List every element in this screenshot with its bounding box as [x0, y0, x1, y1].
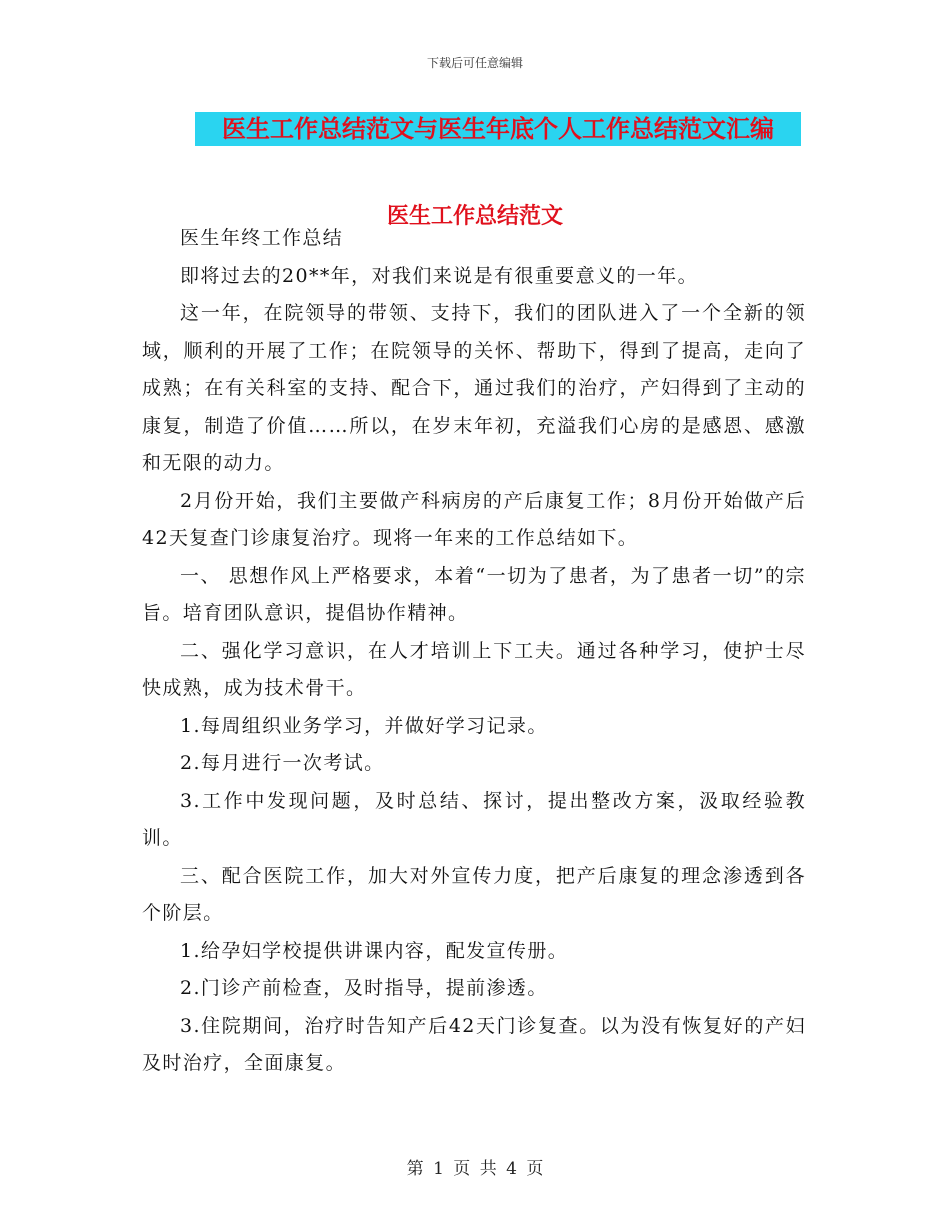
document-main-title: 医生工作总结范文与医生年底个人工作总结范文汇编 — [195, 112, 801, 146]
list-item: 1.给孕妇学校提供讲课内容，配发宣传册。 — [180, 939, 569, 962]
list-item: 3.工作中发现问题，及时总结、探讨，提出整改方案，汲取经验教训。 — [142, 789, 806, 849]
list-item: 3.住院期间，治疗时告知产后42天门诊复查。以为没有恢复好的产妇及时治疗，全面康复。 — [142, 1014, 806, 1074]
document-body — [142, 220, 806, 1083]
list-item: 2.门诊产前检查，及时指导，提前渗透。 — [180, 977, 548, 999]
paragraph: 2月份开始，我们主要做产科病房的产后康复工作；8月份开始做产后42天复查门诊康复治疗。现将一年来的工作总结如下。 — [142, 489, 806, 549]
paragraph: 这一年，在院领导的带领、支持下，我们的团队进入了一个全新的领域，顺利的开展了工作；在院领导的关怀、帮助下，得到了提高，走向了成熟；在有关科室的支持、配合下，通过我们的治疗，产妇得到了主动的康复，制造了价值……所以，在岁末年初，充溢我们心房的是感恩、感激和无限的动力。 — [142, 302, 806, 474]
paragraph: 三、配合医院工作，加大对外宣传力度，把产后康复的理念渗透到各个阶层。 — [142, 864, 806, 924]
paragraph: 二、强化学习意识，在人才培训上下工夫。通过各种学习，使护士尽快成熟，成为技术骨干。 — [142, 639, 806, 699]
list-item: 2.每月进行一次考试。 — [180, 752, 385, 774]
paragraph-heading: 医生年终工作总结 — [180, 227, 344, 249]
paragraph: 一、 思想作风上严格要求，本着“一切为了患者，为了患者一切”的宗旨。培育团队意识，提倡协作精神。 — [142, 564, 806, 624]
header-note: 下载后可任意编辑 — [426, 56, 523, 70]
section-title: 医生工作总结范文 — [386, 204, 563, 229]
page-number: 第 1 页 共 4 页 — [406, 1159, 544, 1179]
paragraph: 即将过去的20**年，对我们来说是有很重要意义的一年。 — [180, 264, 698, 287]
list-item: 1.每周组织业务学习，并做好学习记录。 — [180, 714, 548, 737]
